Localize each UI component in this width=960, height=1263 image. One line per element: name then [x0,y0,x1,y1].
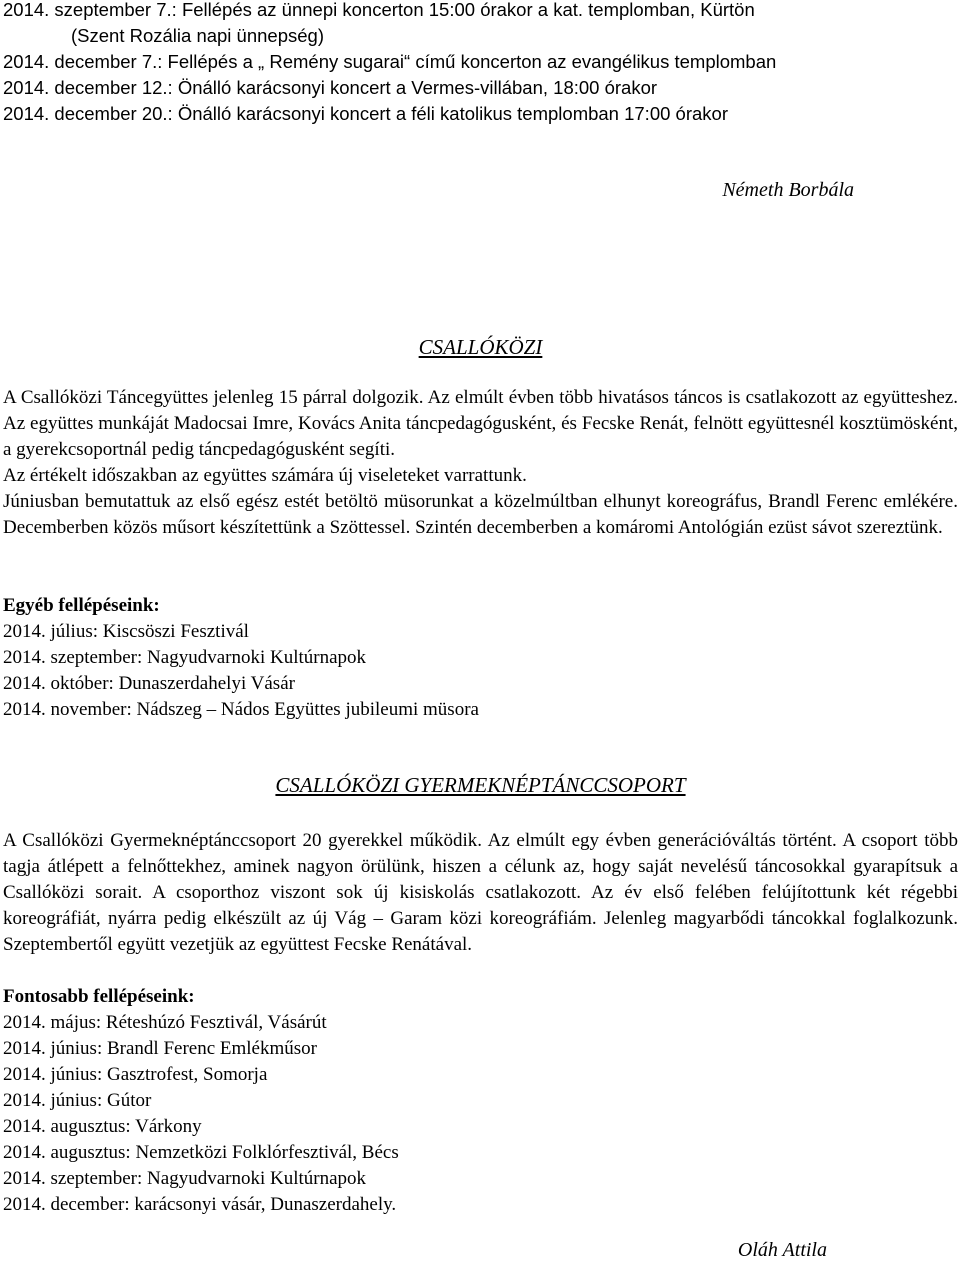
signature-olah-attila: Oláh Attila [737,1239,827,1261]
list-item: 2014. augusztus: Várkony [3,1116,202,1137]
list-item: 2014. június: Brandl Ferenc Emlékműsor [3,1038,317,1059]
list-item: 2014. augusztus: Nemzetközi Folklórfesztivál, Bécs [3,1142,399,1163]
event-line-4: 2014. december 20.: Önálló karácsonyi koncert a féli katolikus templomban 17:00 órakor [3,103,728,124]
section-heading-csallokozi: CSALLÓKÖZI [418,335,543,359]
section-heading-gyermeknептancsoport: CSALLÓKÖZI GYERMEKNÉPTÁNCCSOPORT [275,773,686,797]
event-line-1-continued: (Szent Rozália napi ünnepség) [71,25,324,46]
section-2-paragraph-1: A Csallóközi Gyermeknéptánccsoport 20 gyerekkel működik. Az elmúlt egy évben generációváltás történt. A csoport több tagja átlépett a felnőttekhez, aminek nagyon örülünk, hiszen a célunk az, hogy saját nevelésű táncosokkal gyarapítsuk a Csallóközi sorait. A csoporthoz viszont sok új kisiskolás csatlakozott. Az év első felében felújítottunk két régebbi koreográfiát, nyárra pedig elkészült az új Vág – Garam közi koreográfiám. Jelenleg magyarbődi táncokkal foglalkozunk. Szeptembertől együtt vezetjük az együttest Fecske Renátával. [3,830,958,955]
section-1-body [3,385,958,541]
list-item: 2014. június: Gútor [3,1090,152,1111]
list-item: 2014. október: Dunaszerdahelyi Vásár [3,673,295,694]
section-1-paragraph-1: A Csallóközi Táncegyüttes jelenleg 15 párral dolgozik. Az elmúlt évben több hivatásos táncos is csatlakozott az együtteshez. Az együttes munkáját Madocsai Imre, Kovács Anita táncpedagógusként, és Fecske Renát, felnött együttesnél kosztümösként, a gyerekcsoportnál pedig táncpedagógusként segíti. [3,387,958,460]
list-item: 2014. december: karácsonyi vásár, Dunaszerdahely. [3,1194,397,1215]
list-item: 2014. november: Nádszeg – Nádos Együttes jubileumi müsora [3,699,479,720]
list-item: 2014. szeptember: Nagyudvarnoki Kultúrnapok [3,647,367,668]
section-1-performances [3,593,958,723]
section-2-body [3,828,958,958]
event-line-1: 2014. szeptember 7.: Fellépés az ünnepi koncerton 15:00 órakor a kat. templomban, Kürtön [3,0,755,20]
section-1-paragraph-3: Júniusban bemutattuk az első egész estét betöltö müsorunkat a közelmúltban elhunyt koreográfus, Brandl Ferenc emlékére. Decemberben közös műsort készítettünk a Szöttessel. Szintén decemberben a komáromi Antológián ezüst sávot szereztünk. [3,491,958,538]
section-2-list-title: Fontosabb fellépéseink: [3,986,195,1007]
event-line-2: 2014. december 7.: Fellépés a „ Remény sugarai“ című koncerton az evangélikus templomban [3,51,777,72]
list-item: 2014. szeptember: Nagyudvarnoki Kultúrnapok [3,1168,367,1189]
section-1-list-title: Egyéb fellépéseink: [3,595,160,616]
section-2-performances [3,984,958,1218]
list-item: 2014. június: Gasztrofest, Somorja [3,1064,268,1085]
event-line-3: 2014. december 12.: Önálló karácsonyi koncert a Vermes-villában, 18:00 órakor [3,77,658,98]
section-1-paragraph-2: Az értékelt időszakban az együttes számára új viseleteket varrattunk. [3,465,527,486]
signature-nemeth-borbala: Németh Borbála [722,179,854,201]
list-item: 2014. július: Kiscsöszi Fesztivál [3,621,249,642]
list-item: 2014. május: Réteshúzó Fesztivál, Vásárút [3,1012,327,1033]
